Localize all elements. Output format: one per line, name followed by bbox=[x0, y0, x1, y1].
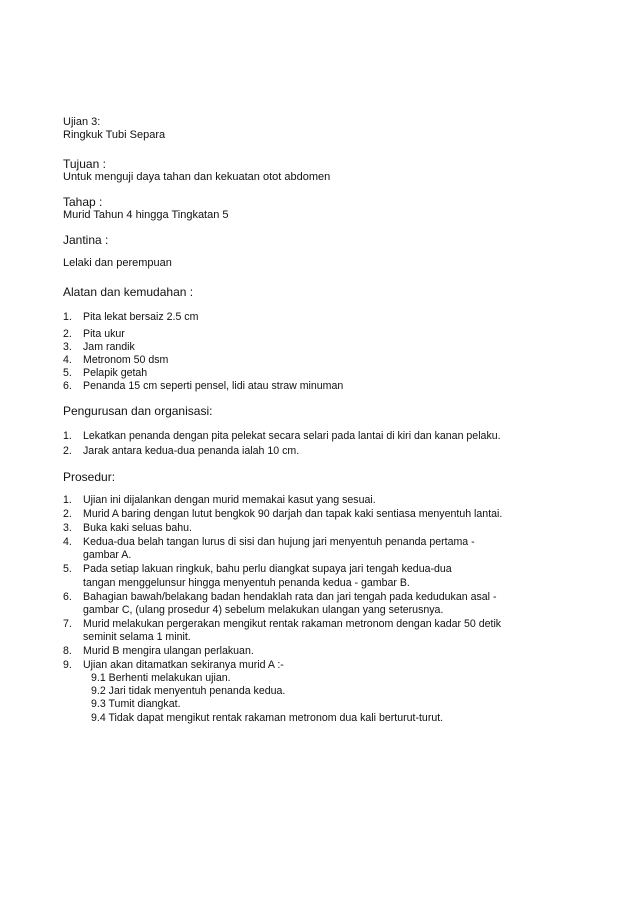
list-item bbox=[63, 536, 502, 549]
list-item-continuation: tangan menggelunsur hingga menyentuh penanda kedua - gambar B. bbox=[83, 576, 410, 589]
sub-item: 9.1 Berhenti melakukan ujian. bbox=[91, 672, 231, 685]
list-item-number: 3. bbox=[63, 341, 72, 354]
list-item-text: Ujian akan ditamatkan sekiranya murid A :- bbox=[83, 659, 284, 672]
list-item bbox=[63, 494, 502, 507]
list-item-text: Ujian ini dijalankan dengan murid memakai kasut yang sesuai. bbox=[83, 494, 376, 506]
jantina-section bbox=[63, 233, 172, 270]
sub-item: 9.4 Tidak dapat mengikut rentak rakaman metronom dua kali berturut-turut. bbox=[91, 711, 444, 724]
list-item-number: 2. bbox=[63, 328, 72, 341]
list-item-text: Penanda 15 cm seperti pensel, lidi atau straw minuman bbox=[83, 380, 344, 393]
list-item bbox=[63, 522, 502, 535]
list-item-number: 9. bbox=[63, 659, 72, 672]
list-item-continuation: gambar A. bbox=[83, 549, 132, 562]
list-item bbox=[63, 367, 343, 380]
list-item bbox=[63, 659, 502, 672]
test-title bbox=[63, 116, 165, 142]
prosedur-list bbox=[63, 494, 502, 725]
list-item-number: 6. bbox=[63, 590, 72, 603]
list-item bbox=[63, 430, 501, 443]
list-item bbox=[63, 328, 343, 341]
pengurusan-heading: Pengurusan dan organisasi: bbox=[63, 404, 213, 418]
list-item-continuation: gambar C, (ulang prosedur 4) sebelum melakukan ulangan yang seterusnya. bbox=[83, 603, 444, 616]
list-item-number: 1. bbox=[63, 311, 72, 323]
list-item-number: 2. bbox=[63, 508, 72, 521]
list-item-number: 4. bbox=[63, 536, 72, 549]
list-item-text: Pita ukur bbox=[83, 328, 125, 341]
list-item-text: Murid B mengira ulangan perlakuan. bbox=[83, 645, 254, 658]
tujuan-section bbox=[63, 157, 330, 184]
test-number: Ujian 3: bbox=[63, 116, 101, 128]
list-item bbox=[63, 380, 343, 393]
list-item-number: 7. bbox=[63, 617, 72, 630]
list-item-number: 3. bbox=[63, 522, 72, 535]
list-item-number: 5. bbox=[63, 367, 72, 380]
alatan-heading: Alatan dan kemudahan : bbox=[63, 285, 194, 299]
list-item-text: Pada setiap lakuan ringkuk, bahu perlu diangkat supaya jari tengah kedua-dua bbox=[83, 563, 452, 576]
list-item-text: Pita lekat bersaiz 2.5 cm bbox=[83, 311, 199, 323]
jantina-text: Lelaki dan perempuan bbox=[63, 257, 172, 269]
jantina-heading: Jantina : bbox=[63, 233, 109, 247]
list-item-text: Lekatkan penanda dengan pita pelekat secara selari pada lantai di kiri dan kanan pelaku. bbox=[83, 430, 501, 442]
list-item-text: Buka kaki seluas bahu. bbox=[83, 522, 192, 535]
list-item-text: Murid A baring dengan lutut bengkok 90 darjah dan tapak kaki sentiasa menyentuh lantai. bbox=[83, 508, 503, 521]
list-item-continuation: seminit selama 1 minit. bbox=[83, 630, 191, 643]
alatan-list bbox=[63, 311, 343, 394]
list-item bbox=[63, 645, 502, 658]
list-item-text: Pelapik getah bbox=[83, 367, 148, 380]
list-item-text: Jarak antara kedua-dua penanda ialah 10 cm. bbox=[83, 445, 300, 458]
prosedur-heading: Prosedur: bbox=[63, 470, 116, 484]
list-item-text: Jam randik bbox=[83, 341, 135, 354]
list-item-number: 2. bbox=[63, 445, 72, 458]
test-name: Ringkuk Tubi Separa bbox=[63, 129, 166, 141]
tahap-heading: Tahap : bbox=[63, 195, 103, 209]
list-item bbox=[63, 354, 343, 367]
list-item bbox=[63, 591, 502, 604]
list-item bbox=[63, 618, 502, 631]
list-item-number: 5. bbox=[63, 563, 72, 576]
list-item bbox=[63, 508, 502, 521]
tahap-section bbox=[63, 195, 229, 222]
list-item bbox=[63, 311, 343, 324]
list-item-number: 8. bbox=[63, 645, 72, 658]
list-item-number: 1. bbox=[63, 430, 72, 442]
list-item-text: Kedua-dua belah tangan lurus di sisi dan hujung jari menyentuh penanda pertama - bbox=[83, 536, 475, 549]
tujuan-text: Untuk menguji daya tahan dan kekuatan otot abdomen bbox=[63, 171, 331, 183]
sub-item: 9.3 Tumit diangkat. bbox=[91, 698, 181, 711]
list-item-text: Metronom 50 dsm bbox=[83, 354, 169, 367]
list-item bbox=[63, 341, 343, 354]
list-item-number: 4. bbox=[63, 354, 72, 367]
list-item-number: 1. bbox=[63, 494, 72, 506]
list-item bbox=[63, 445, 501, 458]
tahap-text: Murid Tahun 4 hingga Tingkatan 5 bbox=[63, 209, 229, 221]
pengurusan-list bbox=[63, 430, 501, 458]
tujuan-heading: Tujuan : bbox=[63, 157, 106, 171]
list-item-text: Murid melakukan pergerakan mengikut rentak rakaman metronom dengan kadar 50 detik bbox=[83, 617, 502, 630]
sub-item: 9.2 Jari tidak menyentuh penanda kedua. bbox=[91, 685, 286, 698]
list-item-number: 6. bbox=[63, 380, 72, 393]
list-item-text: Bahagian bawah/belakang badan hendaklah rata dan jari tengah pada kedudukan asal - bbox=[83, 590, 497, 603]
list-item bbox=[63, 563, 502, 576]
